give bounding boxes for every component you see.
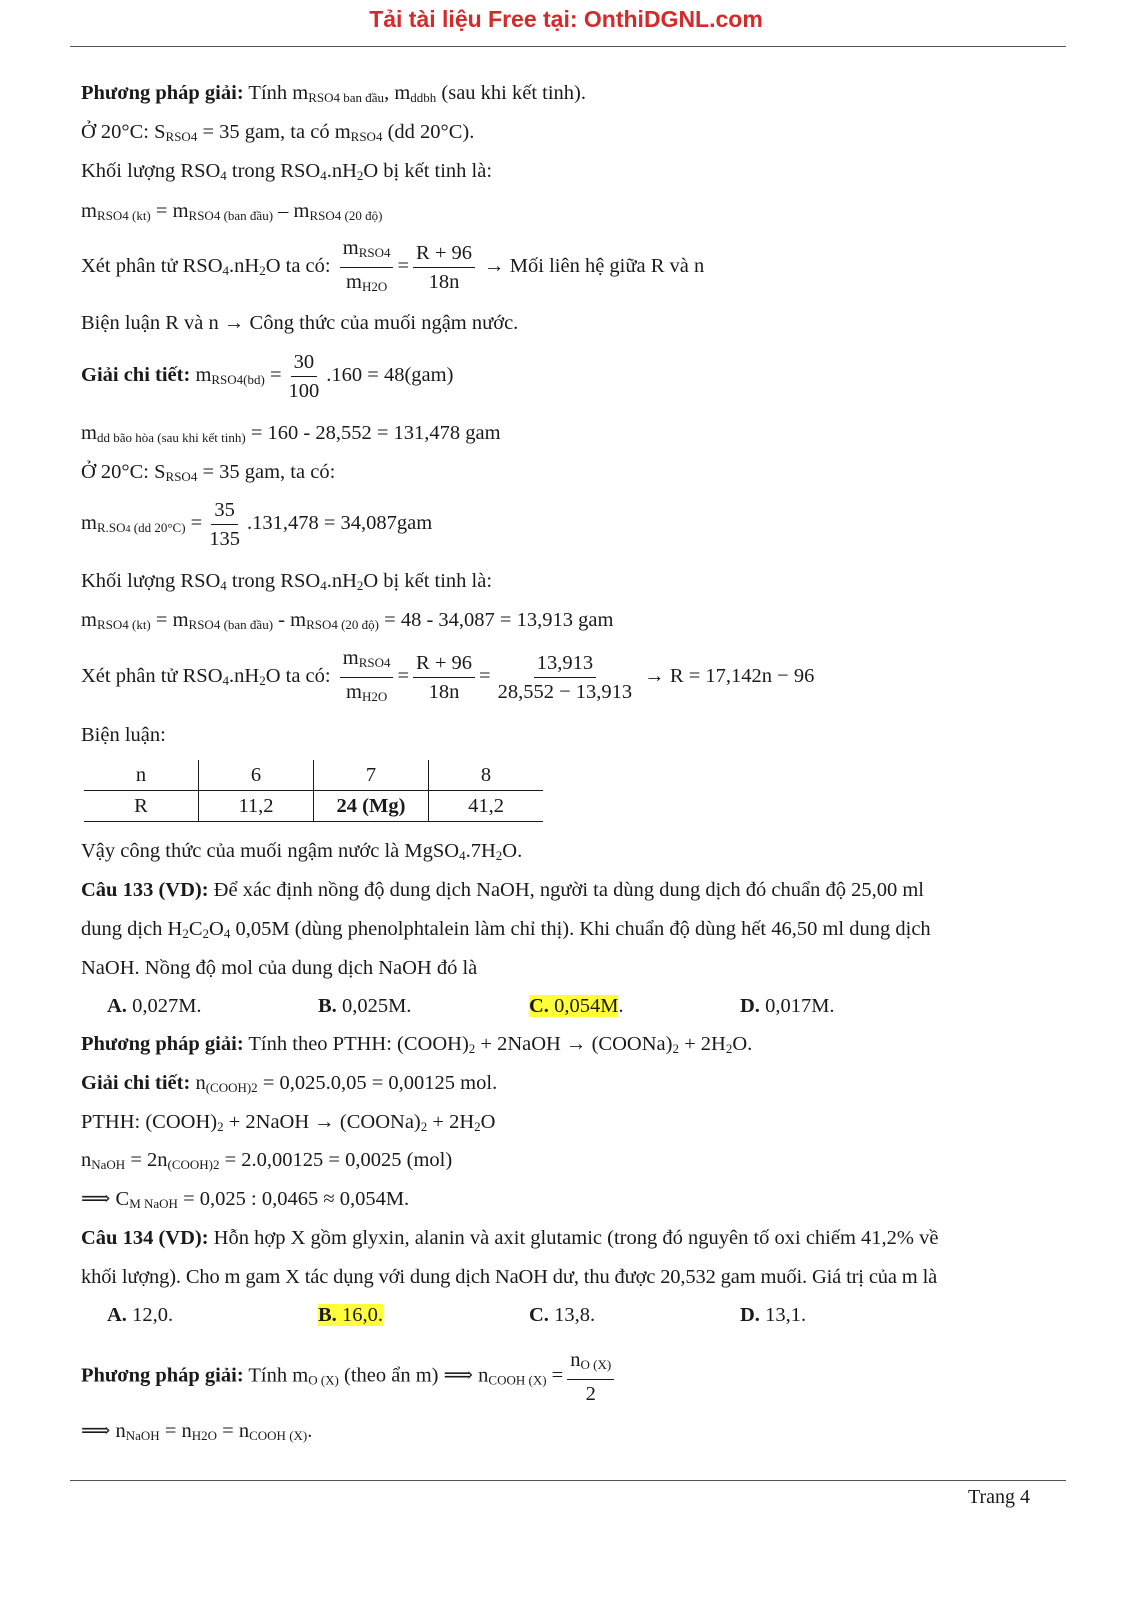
page-number: Trang 4 (967, 1486, 1030, 1508)
crystal-mass-line-2: Khối lượng RSO4 trong RSO4.nH2O bị kết tinh là: (81, 570, 493, 593)
q133-option-a[interactable]: A. 0,027M. (107, 995, 202, 1017)
crystal-mass-line: Khối lượng RSO4 trong RSO4.nH2O bị kết tinh là: (81, 160, 493, 183)
fraction: $\frac{nO (X)}{2}$ (567, 1348, 614, 1406)
solubility-line: Ở 20°C: SRSO4 = 35 gam, ta có mRSO4 (dd 20°C). (81, 121, 475, 144)
q133-option-d[interactable]: D. 0,017M. (740, 995, 835, 1017)
crystal-value-line: mRSO4 (kt) = mRSO4 (ban đầu) - mRSO4 (20 độ) = 48 - 34,087 = 13,913 gam (81, 609, 614, 632)
method-line: Phương pháp giải: Tính mRSO4 ban đầu, mddbh (sau khi kết tinh). (81, 82, 587, 105)
q134-option-a[interactable]: A. 12,0. (107, 1304, 174, 1326)
table-cell: n (84, 760, 199, 791)
argument-label: Biện luận: (81, 724, 166, 746)
q134-option-d[interactable]: D. 13,1. (740, 1304, 807, 1326)
conclusion-line: Vậy công thức của muối ngậm nước là MgSO4.7H2O. (81, 840, 523, 863)
argument-table (84, 760, 543, 822)
fraction: $\frac{13,913}{28,552 - 13,913}$ (497, 652, 633, 703)
ratio-line: Xét phân tử RSO4.nH2O ta có: $\frac{\text{mRSO4}}{mH2O}$ = $\frac{R + 96}{18n}$ → Mối liên hệ giữa R và n (81, 236, 704, 299)
q133-option-c[interactable]: C. 0,054M. (529, 995, 624, 1017)
header-rule (70, 46, 1066, 47)
q134-option-c[interactable]: C. 13,8. (529, 1304, 596, 1326)
q133-option-b[interactable]: B. 0,025M. (318, 995, 412, 1017)
q133-detail: Giải chi tiết: n(COOH)2 = 0,025.0,05 = 0,00125 mol. (81, 1072, 498, 1095)
method-label: Phương pháp giải: (81, 82, 244, 104)
fraction: $\frac{R + 96}{18n}$ (413, 241, 475, 294)
fraction: $\frac{\text{mRSO4}}{mH2O}$ (340, 236, 394, 299)
q133-method: Phương pháp giải: Tính theo PTHH: (COOH)2 + 2NaOH → (COONa)2 + 2H2O. (81, 1033, 753, 1056)
saturated-mass-line: mdd bão hòa (sau khi kết tinh) = 160 - 28,552 = 131,478 gam (81, 422, 501, 445)
q133-label: Câu 133 (VD): (81, 879, 209, 901)
table-cell: R (84, 791, 199, 822)
q134-line-2: khối lượng). Cho m gam X tác dụng với dung dịch NaOH dư, thu được 20,532 gam muối. Giá trị của m là (81, 1266, 938, 1288)
q133-equation: PTHH: (COOH)2 + 2NaOH → (COONa)2 + 2H2O (81, 1111, 496, 1134)
table-cell: 7 (314, 760, 429, 791)
table-cell: 6 (199, 760, 314, 791)
ratio-line-2: Xét phân tử RSO4.nH2O ta có: $\frac{\text{mRSO4}}{mH2O}$ = $\frac{R + 96}{18n}$ = $\frac{13,913}{28,552 - 13,913}$ → R = 17,142n − 96 (81, 646, 814, 709)
solubility-line-2: Ở 20°C: SRSO4 = 35 gam, ta có: (81, 461, 336, 484)
q134-label: Câu 134 (VD): (81, 1227, 209, 1249)
q134-option-b[interactable]: B. 16,0. (318, 1304, 383, 1326)
fraction: $\frac{\text{mRSO4}}{mH2O}$ (340, 646, 394, 709)
formula-line: mRSO4 (kt) = mRSO4 (ban đầu) – mRSO4 (20 độ) (81, 200, 383, 223)
q133-line-1: Câu 133 (VD): Để xác định nồng độ dung dịch NaOH, người ta dùng dung dịch đó chuẩn độ 25,00 ml (81, 879, 924, 901)
q133-line-3: NaOH. Nồng độ mol của dung dịch NaOH đó là (81, 957, 478, 979)
header-banner[interactable]: Tải tài liệu Free tại: OnthiDGNL.com (369, 6, 763, 32)
table-cell: 11,2 (199, 791, 314, 822)
q133-concentration: ⟹ CM NaOH = 0,025 : 0,0465 ≈ 0,054M. (81, 1188, 410, 1211)
table-cell: 8 (429, 760, 544, 791)
detail-line: Giải chi tiết: mRSO4(bd) = $\frac{30}{100}$ .160 = 48(gam) (81, 351, 454, 402)
q134-method: Phương pháp giải: Tính mO (X) (theo ẩn m) ⟹ nCOOH (X) = $\frac{nO (X)}{2}$ (81, 1348, 618, 1406)
q133-line-2: dung dịch H2C2O4 0,05M (dùng phenolphtalein làm chỉ thị). Khi chuẩn độ dùng hết 46,50 ml dung dịch (81, 918, 931, 941)
fraction: $\frac{30}{100}$ (288, 351, 320, 402)
dissolved-mass-line: mR.SO4 (dd 20°C) = $\frac{35}{135}$ .131,478 = 34,087gam (81, 499, 433, 550)
detail-label: Giải chi tiết: (81, 364, 191, 387)
reasoning-line: Biện luận R và n → Công thức của muối ngậm nước. (81, 312, 519, 334)
fraction: $\frac{35}{135}$ (209, 499, 240, 550)
q133-moles: nNaOH = 2n(COOH)2 = 2.0,00125 = 0,0025 (mol) (81, 1149, 453, 1172)
fraction: $\frac{R + 96}{18n}$ (413, 651, 475, 704)
table-cell-answer: 24 (Mg) (314, 791, 429, 822)
q134-line-1: Câu 134 (VD): Hỗn hợp X gồm glyxin, alanin và axit glutamic (trong đó nguyên tố oxi chiếm 41,2% về (81, 1227, 939, 1249)
footer-rule (70, 1480, 1066, 1481)
q134-last-line: ⟹ nNaOH = nH2O = nCOOH (X). (81, 1420, 313, 1443)
table-cell: 41,2 (429, 791, 544, 822)
